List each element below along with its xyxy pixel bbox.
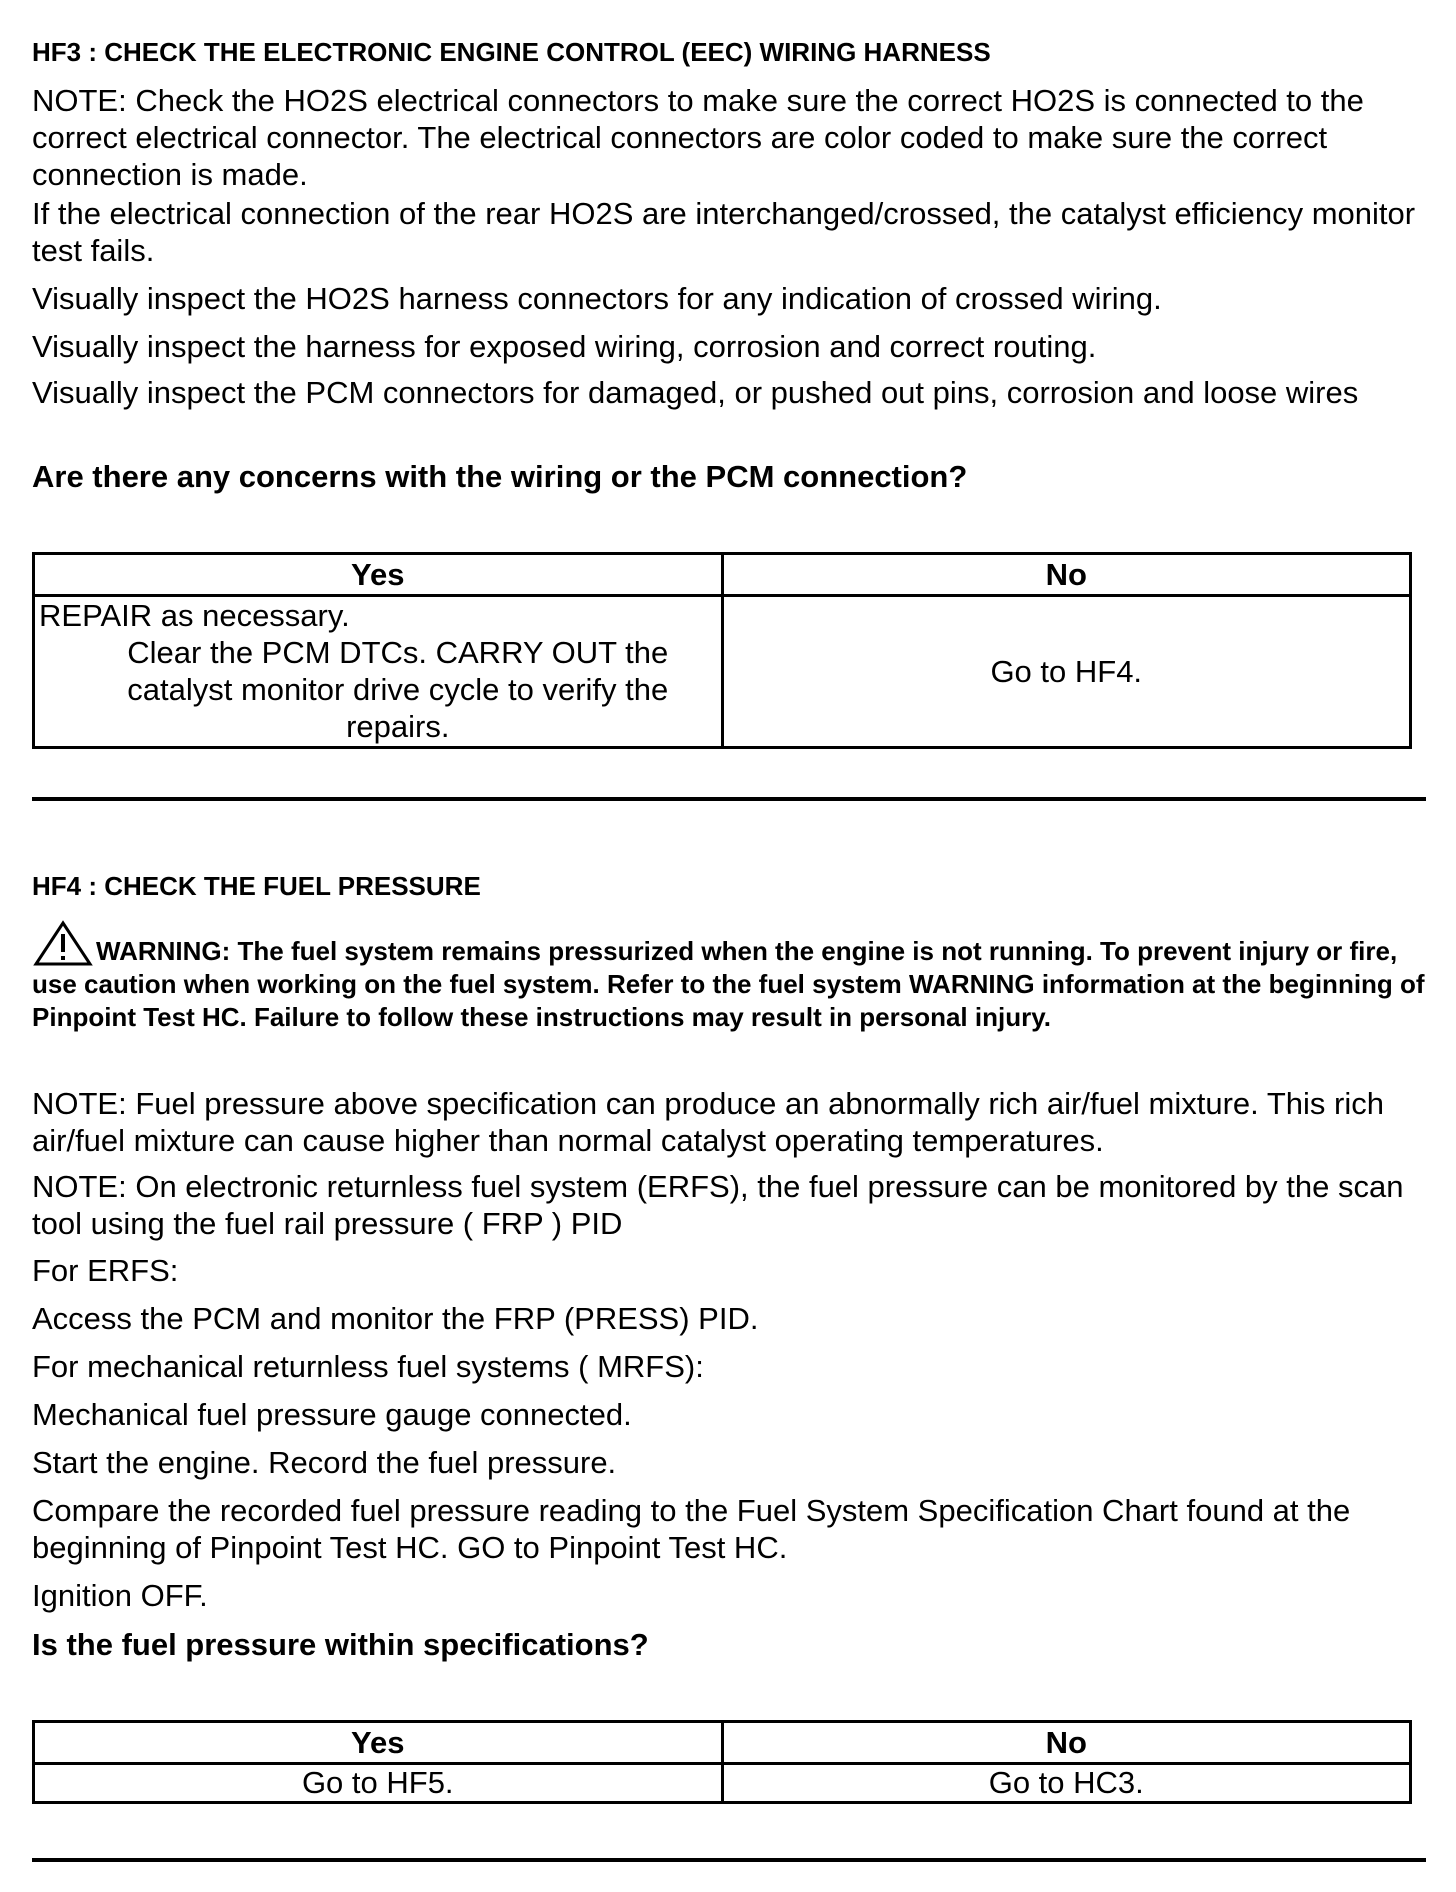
hf4-no-cell: Go to HC3.	[722, 1764, 1411, 1803]
hf4-access-pcm: Access the PCM and monitor the FRP (PRESS) PID.	[32, 1301, 759, 1336]
hf3-heading: HF3 : CHECK THE ELECTRONIC ENGINE CONTROL (EEC) WIRING HARNESS	[32, 37, 991, 67]
hf3-step-ho2s-connectors: Visually inspect the HO2S harness connectors for any indication of crossed wiring.	[32, 281, 1162, 316]
section-divider-1	[32, 797, 1426, 801]
hf3-yes-clear-dtcs: Clear the PCM DTCs. CARRY OUT the catalyst monitor drive cycle to verify the repairs.	[127, 635, 669, 744]
hf4-no-header: No	[722, 1722, 1411, 1764]
hf4-note-erfs: NOTE: On electronic returnless fuel system (ERFS), the fuel pressure can be monitored by the scan tool using the fuel rail pressure ( FRP ) PID	[32, 1169, 1404, 1241]
section-divider-2	[32, 1858, 1426, 1862]
hf3-yes-repair: REPAIR as necessary.	[39, 598, 350, 633]
hf4-question: Is the fuel pressure within specifications?	[32, 1627, 649, 1662]
hf3-result-table	[32, 552, 1412, 749]
hf3-no-cell: Go to HF4.	[722, 596, 1411, 748]
hf4-gauge-connected: Mechanical fuel pressure gauge connected.	[32, 1397, 632, 1432]
hf4-for-erfs: For ERFS:	[32, 1253, 179, 1288]
hf4-warning-text: WARNING: The fuel system remains pressurized when the engine is not running. To prevent injury or fire, use caution when working on the fuel system. Refer to the fuel system WARNING information at the beginning of Pinpoint Test HC. Failure to follow these instructions may result in personal injury.	[32, 936, 1425, 1032]
warning-triangle-icon	[32, 920, 94, 966]
hf3-yes-header: Yes	[34, 554, 723, 596]
hf4-for-mrfs: For mechanical returnless fuel systems ( MRFS):	[32, 1349, 704, 1384]
hf4-yes-cell: Go to HF5.	[34, 1764, 723, 1803]
hf4-compare-reading: Compare the recorded fuel pressure reading to the Fuel System Specification Chart found at the beginning of Pinpoint Test HC. GO to Pinpoint Test HC.	[32, 1493, 1351, 1565]
hf3-no-header: No	[722, 554, 1411, 596]
hf3-note-crossed: If the electrical connection of the rear HO2S are interchanged/crossed, the catalyst efficiency monitor test fails.	[32, 196, 1416, 268]
hf4-note-rich-mixture: NOTE: Fuel pressure above specification can produce an abnormally rich air/fuel mixture. This rich air/fuel mixture can cause higher than normal catalyst operating temperatures.	[32, 1086, 1384, 1158]
hf4-result-table	[32, 1720, 1412, 1804]
hf4-yes-header: Yes	[34, 1722, 723, 1764]
hf4-ignition-off: Ignition OFF.	[32, 1578, 208, 1613]
hf4-start-engine: Start the engine. Record the fuel pressure.	[32, 1445, 617, 1480]
hf3-step-harness: Visually inspect the harness for exposed wiring, corrosion and correct routing.	[32, 329, 1097, 364]
hf4-heading: HF4 : CHECK THE FUEL PRESSURE	[32, 871, 481, 901]
hf3-step-pcm-connectors: Visually inspect the PCM connectors for damaged, or pushed out pins, corrosion and loose wires	[32, 375, 1359, 410]
hf3-question: Are there any concerns with the wiring or the PCM connection?	[32, 459, 968, 494]
hf4-warning-block	[32, 920, 1426, 1034]
hf3-yes-cell	[34, 596, 723, 748]
hf3-note-connectors: NOTE: Check the HO2S electrical connectors to make sure the correct HO2S is connected to the correct electrical connector. The electrical connectors are color coded to make sure the correct connection is made.	[32, 83, 1364, 192]
